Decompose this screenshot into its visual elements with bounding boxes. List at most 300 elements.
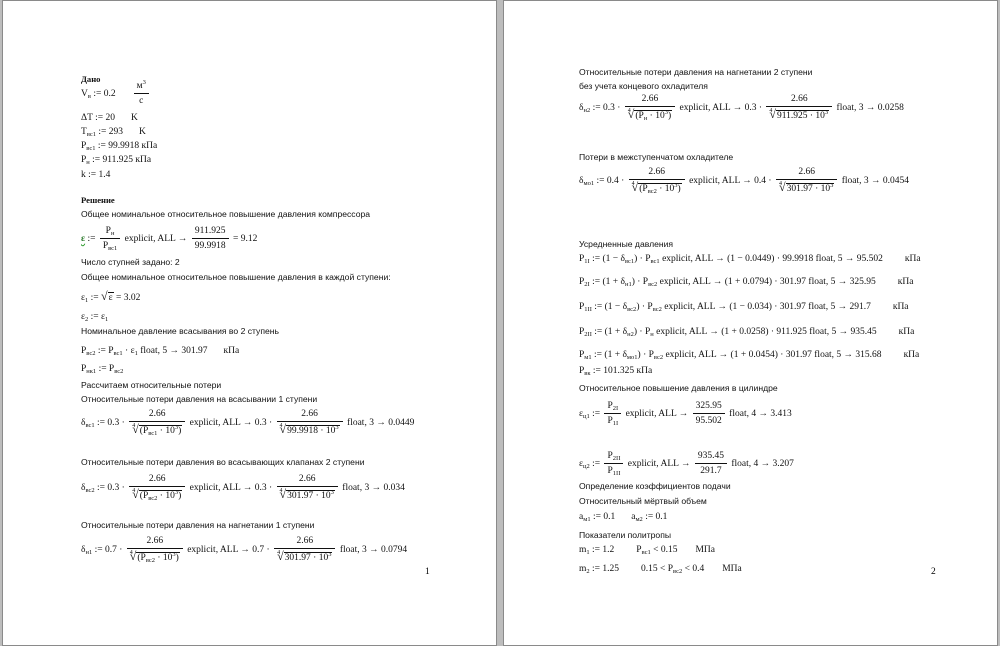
formula-region[interactable] <box>579 326 914 338</box>
radicand <box>286 425 340 436</box>
superscript: 3 <box>174 424 179 431</box>
numerator <box>129 409 185 422</box>
subscript: 2I <box>612 405 619 412</box>
subscript: вс2 <box>148 495 158 502</box>
subscript: 1I <box>584 258 590 265</box>
numerator <box>693 401 725 414</box>
unit <box>132 79 151 106</box>
fraction <box>127 536 183 564</box>
math-token: ) · P <box>631 277 649 287</box>
formula-region[interactable] <box>81 311 108 323</box>
math-token: Дано <box>81 74 101 84</box>
math-token: P <box>105 226 111 236</box>
formula-region[interactable] <box>579 349 919 361</box>
superscript: 3 <box>142 79 146 86</box>
math-token: Относительный мёртвый объем <box>579 496 707 506</box>
superscript: 3 <box>674 182 678 189</box>
subscript: вс1 <box>148 430 158 437</box>
text-region[interactable] <box>81 208 370 220</box>
math-token: кПа <box>904 254 921 264</box>
radicand <box>638 183 681 194</box>
warning-variable: ε <box>81 234 86 245</box>
subscript: вс2 <box>647 188 657 195</box>
subscript: вс2 <box>85 487 95 495</box>
math-token: без учета концевого охладителя <box>579 81 708 91</box>
denominator <box>629 180 685 195</box>
math-token: с <box>139 96 144 106</box>
numerator <box>100 226 120 239</box>
math-token: T <box>81 127 87 137</box>
formula-region[interactable] <box>81 112 138 124</box>
subscript: вс2 <box>652 306 662 313</box>
subscript: вс1 <box>86 145 96 152</box>
math-token: := 0.3 · <box>590 103 623 114</box>
math-token: МПа <box>695 545 715 555</box>
formula-region[interactable] <box>81 409 414 437</box>
numerator <box>192 226 229 239</box>
root-index: 4 <box>277 550 281 556</box>
subscript: м1 <box>584 354 592 361</box>
math-token: explicit, ALL → 0.3 · <box>187 418 275 429</box>
text-region[interactable] <box>579 480 731 492</box>
radical-sign-icon <box>101 293 108 303</box>
unit-column <box>899 327 915 337</box>
formula-region[interactable] <box>579 401 792 427</box>
math-token: := 293 <box>95 127 123 137</box>
formula-region[interactable] <box>81 363 123 375</box>
math-token: Относительное повышение давления в цилиндре <box>579 383 778 393</box>
formula-region[interactable] <box>579 365 652 377</box>
radical <box>628 108 672 122</box>
text-region[interactable] <box>579 66 812 78</box>
formula-region[interactable] <box>81 81 151 107</box>
math-token: := <box>85 234 98 245</box>
subscript: 1 <box>85 297 89 304</box>
radicand <box>634 110 672 121</box>
math-token: explicit, ALL → (1 + 0.0258) · 911.925 float, 5 → 935.45 <box>653 327 877 337</box>
math-token: Решение <box>81 195 115 205</box>
math-token: · 10 <box>157 491 175 501</box>
page-number: 2 <box>931 567 936 577</box>
math-token: 2.66 <box>146 536 164 546</box>
superscript: 3 <box>830 182 834 189</box>
math-token: float, 3 → 0.034 <box>339 483 405 494</box>
denominator <box>134 94 149 107</box>
subscript: н1 <box>624 281 632 288</box>
math-token: ε <box>81 312 85 322</box>
math-token: := P <box>95 346 114 356</box>
math-token: δ <box>81 545 86 556</box>
unit-column <box>904 350 920 360</box>
math-token: P <box>81 155 87 165</box>
radical <box>132 488 182 502</box>
math-token: Номинальное давление всасывания во 2 ступень <box>81 326 280 336</box>
formula-region[interactable] <box>81 154 151 166</box>
math-token: δ <box>579 103 584 114</box>
math-token: := <box>589 409 603 420</box>
math-token: Рассчитаем относительные потери <box>81 380 222 390</box>
math-token: 301.97 · 10 <box>284 553 329 563</box>
subscript: 2 <box>586 568 590 575</box>
numerator <box>776 167 837 180</box>
math-token: 2.66 <box>641 94 659 104</box>
formula-region[interactable] <box>81 140 157 152</box>
document-page-2 <box>503 0 998 646</box>
math-token: := <box>88 293 101 303</box>
math-token: = 3.02 <box>113 293 141 303</box>
math-token: 301.97 · 10 <box>786 184 831 194</box>
math-token: P <box>579 302 585 312</box>
denominator <box>277 487 338 502</box>
superscript: 3 <box>824 109 829 116</box>
subscript: в <box>87 93 91 101</box>
radical <box>632 181 682 195</box>
root-index: 4 <box>778 181 782 187</box>
math-token: explicit, ALL → 0.4 · <box>686 176 774 187</box>
text-region[interactable] <box>81 519 314 531</box>
math-token: := P <box>96 364 115 374</box>
math-token: δ <box>81 483 86 494</box>
section-heading[interactable] <box>81 194 115 206</box>
formula-region[interactable] <box>579 253 921 265</box>
fraction <box>766 94 832 122</box>
math-token: explicit, ALL → 0.7 · <box>184 545 273 556</box>
math-token: 2.66 <box>790 94 808 104</box>
radical <box>101 290 114 304</box>
math-token: · 10 <box>647 111 665 121</box>
math-token: Определение коэффициентов подачи <box>579 481 731 491</box>
math-token: 301.97 · 10 <box>287 491 331 501</box>
fraction <box>274 536 335 564</box>
math-token: ε <box>81 293 85 303</box>
subscript: вс2 <box>145 557 155 564</box>
radical <box>779 181 834 195</box>
math-token: := 0.2 <box>90 89 116 100</box>
numerator <box>274 536 335 549</box>
subscript: 1I <box>612 420 619 427</box>
radicand <box>108 292 114 303</box>
radical <box>277 550 332 564</box>
formula-region[interactable] <box>81 126 146 138</box>
math-token: := 101.325 кПа <box>590 366 653 376</box>
math-token: < 0.4 <box>682 564 705 574</box>
math-token: Общее номинальное относительное повышение давления в каждой ступени: <box>81 272 391 282</box>
formula-region[interactable] <box>579 563 742 575</box>
unit-column <box>898 277 914 287</box>
subscript: вс1 <box>641 549 651 556</box>
subscript: н <box>650 331 654 338</box>
math-token: explicit, ALL → <box>623 409 691 420</box>
denominator <box>693 414 725 427</box>
math-token: a <box>579 512 584 522</box>
math-token: float, 3 → 0.0258 <box>834 103 904 114</box>
math-token: float, 4 → 3.413 <box>726 409 792 420</box>
math-token: 325.95 <box>695 401 722 411</box>
math-token: 935.45 <box>697 451 724 461</box>
numerator <box>625 94 675 107</box>
numerator <box>604 451 623 464</box>
subscript: вс2 <box>653 354 664 361</box>
denominator <box>100 239 120 252</box>
math-token: ε <box>108 293 113 303</box>
math-token: P <box>607 416 613 426</box>
formula-region[interactable] <box>579 276 913 288</box>
math-token: ) · P <box>637 350 654 360</box>
text-region[interactable] <box>81 456 365 468</box>
text-region[interactable] <box>81 393 317 405</box>
numerator <box>604 401 621 414</box>
radical <box>280 423 340 437</box>
math-token: · 10 <box>656 184 675 194</box>
text-region[interactable] <box>81 379 221 391</box>
text-region[interactable] <box>579 495 707 507</box>
math-token: ΔT := 20 <box>81 113 115 123</box>
math-token: = 9.12 <box>230 234 258 245</box>
subscript: вс2 <box>86 350 96 357</box>
numerator <box>277 474 338 487</box>
math-token: explicit, ALL → 0.3 · <box>677 103 765 114</box>
math-token: := 0.1 <box>590 512 616 522</box>
formula-region[interactable] <box>579 94 904 122</box>
subscript: нк1 <box>86 368 97 375</box>
subscript: м2 <box>635 516 643 523</box>
denominator <box>274 549 335 564</box>
subscript: н <box>86 159 90 166</box>
math-token: кПа <box>223 346 240 356</box>
math-token: := (1 + δ <box>589 277 625 287</box>
math-token: P <box>579 277 585 287</box>
math-token: explicit, ALL → (1 − 0.0449) · 99.9918 float, 5 → 95.502 <box>659 254 883 264</box>
radical-sign-icon <box>277 553 284 563</box>
math-token: P <box>607 451 613 461</box>
math-token: explicit, ALL → (1 + 0.0454) · 301.97 float, 5 → 315.68 <box>663 350 882 360</box>
math-token: := 0.3 · <box>94 418 128 429</box>
math-token: := 0.3 · <box>94 483 128 494</box>
denominator <box>604 414 621 427</box>
subscript: 2II <box>612 455 621 462</box>
text-region[interactable] <box>579 382 778 394</box>
math-token: explicit, ALL → <box>122 234 190 245</box>
denominator <box>625 107 675 122</box>
fraction <box>604 401 621 427</box>
numerator <box>134 81 149 94</box>
math-token: (P <box>137 553 146 563</box>
math-token: := 0.4 · <box>594 176 627 187</box>
text-region[interactable] <box>579 151 733 163</box>
math-token: Относительные потери давления на нагнетании 2 ступени <box>579 67 813 77</box>
text-region[interactable] <box>579 529 671 541</box>
radical-sign-icon <box>132 426 139 436</box>
math-token: ) <box>175 553 179 563</box>
fraction <box>693 401 725 427</box>
math-token: := 1.2 <box>589 545 615 555</box>
math-token: P <box>579 254 585 264</box>
math-token: 0.15 < P <box>641 564 674 574</box>
math-token: := 911.925 кПа <box>89 155 152 165</box>
formula-region[interactable] <box>81 474 405 502</box>
formula-region[interactable] <box>579 167 909 195</box>
math-token: P <box>579 366 585 376</box>
math-token: кПа <box>897 277 914 287</box>
math-token: кПа <box>892 302 909 312</box>
subscript: н <box>110 230 115 237</box>
math-token: (P <box>635 111 644 121</box>
math-token: 99.9918 · 10 <box>287 426 336 436</box>
radical <box>769 108 829 122</box>
numerator <box>629 167 685 180</box>
numerator <box>277 409 343 422</box>
superscript: 3 <box>328 551 332 558</box>
subscript: н1 <box>85 549 93 557</box>
superscript: 3 <box>174 489 179 496</box>
math-token: ) · P <box>636 302 653 312</box>
math-token: 911.925 · 10 <box>776 111 825 121</box>
subscript: 2II <box>584 331 592 338</box>
superscript: 3 <box>330 489 334 496</box>
formula-region[interactable] <box>81 536 407 564</box>
superscript: 3 <box>335 424 339 431</box>
unit <box>131 113 138 123</box>
math-token: k := 1.4 <box>81 170 111 180</box>
math-token: 2.66 <box>298 474 316 484</box>
subscript: вк <box>584 370 591 377</box>
math-token: P <box>81 346 87 356</box>
root-index: 4 <box>627 108 631 114</box>
math-token: V <box>81 89 88 100</box>
radicand <box>136 552 179 563</box>
radicand <box>284 552 333 563</box>
fraction <box>134 81 149 107</box>
page-number: 1 <box>425 567 430 577</box>
numerator <box>127 536 183 549</box>
math-token: P <box>579 327 585 337</box>
math-token: ) · P <box>633 327 651 337</box>
unit-column <box>893 302 909 312</box>
math-token: · ε <box>122 346 135 356</box>
subscript: вс1 <box>85 422 95 430</box>
fraction <box>192 226 229 252</box>
root-index: 4 <box>769 108 773 114</box>
math-token: Усредненные давления <box>579 239 674 249</box>
math-token: explicit, ALL → (1 − 0.034) · 301.97 float, 5 → 291.7 <box>661 302 871 312</box>
formula-region[interactable] <box>579 301 909 313</box>
formula-region[interactable] <box>81 290 140 304</box>
condition <box>636 545 677 555</box>
math-token: P <box>102 241 109 251</box>
text-region[interactable] <box>579 238 673 250</box>
radical <box>280 488 335 502</box>
math-token: := ε <box>88 312 105 322</box>
math-token: Относительные потери давления на всасывании 1 ступени <box>81 394 318 404</box>
numerator <box>766 94 832 107</box>
subscript: вс1 <box>108 245 118 252</box>
math-token: := 0.7 · <box>92 545 125 556</box>
fraction <box>100 226 120 252</box>
math-token: P <box>607 401 613 411</box>
radicand <box>286 490 335 501</box>
math-token: P <box>607 466 613 476</box>
root-index: 4 <box>279 423 283 429</box>
subscript: м1 <box>583 516 591 523</box>
math-token: := (1 + δ <box>591 327 628 337</box>
math-token: explicit, ALL → <box>625 459 693 470</box>
math-token: 2.66 <box>296 536 314 546</box>
subscript: 1 <box>105 316 109 323</box>
math-token: δ <box>81 418 86 429</box>
subscript: 1 <box>586 549 590 556</box>
radical <box>132 423 182 437</box>
unit <box>224 346 240 356</box>
math-token: P <box>81 364 87 374</box>
fraction <box>695 451 727 477</box>
math-token: 2.66 <box>648 167 665 177</box>
math-token: (P <box>139 426 149 436</box>
math-token: Относительные потери давления на нагнетании 1 ступени <box>81 520 315 530</box>
math-token: := (1 + δ <box>591 350 627 360</box>
math-token: := 99.9918 кПа <box>95 141 158 151</box>
math-token: 911.925 <box>194 226 226 236</box>
math-token: 99.9918 <box>194 241 226 251</box>
math-token: Относительные потери давления во всасывающих клапанах 2 ступени <box>81 457 365 467</box>
math-token: explicit, ALL → (1 + 0.0794) · 301.97 float, 5 → 325.95 <box>657 277 876 287</box>
formula-region[interactable] <box>579 511 667 523</box>
math-token: МПа <box>722 564 742 574</box>
denominator <box>192 239 229 252</box>
subscript: н2 <box>627 331 634 338</box>
subscript: н2 <box>583 107 591 115</box>
math-token: ) · P <box>634 254 651 264</box>
math-token: Число ступней задано: 2 <box>81 257 180 267</box>
math-token: (P <box>639 184 648 194</box>
math-token: K <box>138 127 146 137</box>
formula-region[interactable] <box>81 226 257 252</box>
denominator <box>129 487 185 502</box>
formula-region[interactable] <box>579 451 794 477</box>
condition <box>641 564 704 574</box>
math-token: Потери в межступенчатом охладителе <box>579 152 734 162</box>
numerator <box>695 451 727 464</box>
fraction <box>277 409 343 437</box>
formula-region[interactable] <box>81 169 110 181</box>
formula-region[interactable] <box>579 544 715 556</box>
fraction <box>129 474 185 502</box>
formula-region[interactable] <box>81 345 239 357</box>
math-token: P <box>579 350 585 360</box>
denominator <box>277 422 343 437</box>
unit-column <box>695 545 715 555</box>
subscript: вс2 <box>114 368 124 375</box>
subscript: мо1 <box>583 180 595 188</box>
numerator <box>129 474 185 487</box>
math-token: float, 4 → 3.207 <box>728 459 794 470</box>
unit-column <box>722 564 742 574</box>
fraction <box>129 409 185 437</box>
subscript: н <box>643 115 648 122</box>
math-token: P <box>636 545 642 555</box>
text-region[interactable] <box>81 271 391 283</box>
math-token: explicit, ALL → 0.3 · <box>187 483 275 494</box>
text-region[interactable] <box>579 80 708 92</box>
radical-sign-icon <box>132 491 139 501</box>
radical-sign-icon <box>779 184 786 194</box>
denominator <box>127 549 183 564</box>
math-token: m <box>579 545 587 555</box>
text-region[interactable] <box>81 325 279 337</box>
math-token: := (1 − δ <box>591 302 628 312</box>
text-region[interactable] <box>81 256 180 268</box>
subscript: 1II <box>612 470 621 477</box>
math-token: ) <box>677 184 681 194</box>
